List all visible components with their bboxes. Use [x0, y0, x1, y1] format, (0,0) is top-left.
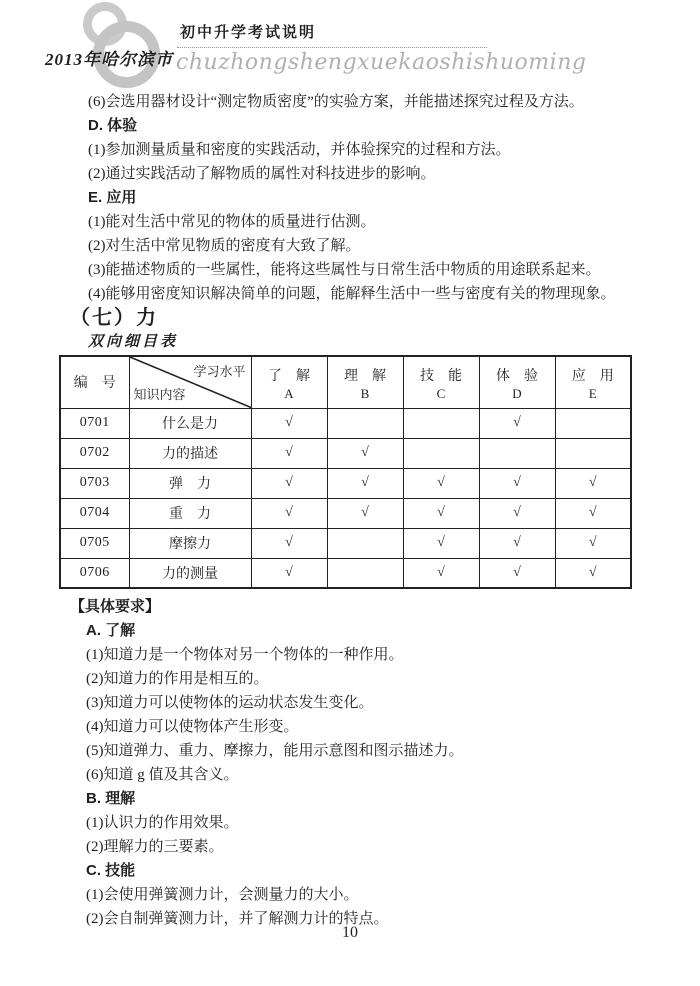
mark-cell: √: [327, 438, 403, 468]
mark-cell: √: [327, 468, 403, 498]
doc-title: 初中升学考试说明: [180, 24, 317, 41]
table-row: [60, 408, 631, 438]
mark-cell: √: [555, 528, 631, 558]
dotted-divider: [177, 47, 487, 48]
level-header-cell: 应 用 E: [555, 356, 631, 408]
corner-cell: [129, 356, 251, 408]
header-region-label: 2013年哈尔滨市: [45, 50, 173, 69]
row-id-cell: 0702: [60, 438, 129, 468]
table-caption: 双向细目表: [88, 334, 179, 350]
section-heading: D. 体验: [88, 117, 138, 134]
requirement-line: (2)知道力的作用是相互的。: [86, 671, 269, 687]
page-header: [0, 0, 700, 92]
level-header-cell: 理 解 B: [327, 356, 403, 408]
topic-cell: 摩擦力: [129, 528, 251, 558]
topic-cell: 力的测量: [129, 558, 251, 588]
mark-cell: √: [555, 498, 631, 528]
mark-cell: [327, 528, 403, 558]
section-heading: C. 技能: [86, 862, 136, 879]
row-id-cell: 0704: [60, 498, 129, 528]
mark-cell: [555, 438, 631, 468]
topic-cell: 什么是力: [129, 408, 251, 438]
mark-cell: [403, 438, 479, 468]
table-row: [60, 438, 631, 468]
requirement-line: (1)参加测量质量和密度的实践活动，并体验探究的过程和方法。: [88, 142, 511, 158]
mark-cell: √: [479, 468, 555, 498]
mark-cell: √: [327, 498, 403, 528]
level-header-cell: 技 能 C: [403, 356, 479, 408]
requirement-line: (1)认识力的作用效果。: [86, 815, 239, 831]
requirement-line: (4)知道力可以使物体产生形变。: [86, 719, 299, 735]
mark-cell: √: [251, 498, 327, 528]
mark-cell: [479, 438, 555, 468]
section-heading: A. 了解: [86, 622, 136, 639]
page-number: 10: [342, 924, 358, 941]
mark-cell: √: [555, 468, 631, 498]
mark-cell: √: [251, 468, 327, 498]
chapter-title: （七）力: [70, 307, 158, 329]
row-id-cell: 0703: [60, 468, 129, 498]
level-header-cell: 体 验 D: [479, 356, 555, 408]
row-id-cell: 0701: [60, 408, 129, 438]
mark-cell: [327, 558, 403, 588]
requirement-line: (1)知道力是一个物体对另一个物体的一种作用。: [86, 647, 404, 663]
level-header-cell: 了 解 A: [251, 356, 327, 408]
lower-text-block: [70, 595, 464, 931]
requirement-line: (3)知道力可以使物体的运动状态发生变化。: [86, 695, 374, 711]
table-row: [60, 498, 631, 528]
requirement-line: (6)知道 g 值及其含义。: [86, 767, 239, 783]
corner-label-content: 知识内容: [133, 386, 186, 402]
header-id-cell: 编 号: [60, 356, 129, 408]
topic-cell: 弹 力: [129, 468, 251, 498]
mark-cell: √: [403, 468, 479, 498]
mark-cell: √: [251, 408, 327, 438]
requirement-line: (2)对生活中常见物质的密度有大致了解。: [88, 238, 361, 254]
mark-cell: √: [251, 438, 327, 468]
mark-cell: √: [555, 558, 631, 588]
topic-cell: 力的描述: [129, 438, 251, 468]
section-heading: E. 应用: [88, 189, 137, 206]
mark-cell: √: [479, 408, 555, 438]
mark-cell: √: [251, 558, 327, 588]
mark-cell: [555, 408, 631, 438]
upper-text-block: [88, 90, 616, 306]
topic-cell: 重 力: [129, 498, 251, 528]
mark-cell: √: [251, 528, 327, 558]
requirement-line: (6)会选用器材设计“测定物质密度”的实验方案，并能描述探究过程及方法。: [88, 94, 584, 110]
requirement-line: (3)能描述物质的一些属性，能将这些属性与日常生活中物质的用途联系起来。: [88, 262, 601, 278]
corner-label-level: 学习水平: [193, 364, 246, 379]
table-row: [60, 528, 631, 558]
requirement-line: (5)知道弹力、重力、摩擦力，能用示意图和图示描述力。: [86, 743, 464, 759]
requirements-title: 【具体要求】: [70, 598, 161, 615]
mark-cell: √: [479, 558, 555, 588]
requirement-line: (2)会自制弹簧测力计，并了解测力计的特点。: [86, 911, 389, 927]
table-row: [60, 558, 631, 588]
two-way-spec-table: [59, 355, 632, 589]
mark-cell: √: [403, 498, 479, 528]
section-heading: B. 理解: [86, 790, 136, 807]
pinyin-subtitle: chuzhongshengxuekaoshishuoming: [176, 50, 587, 75]
requirement-line: (1)会使用弹簧测力计，会测量力的大小。: [86, 887, 359, 903]
requirement-line: (2)理解力的三要素。: [86, 839, 224, 855]
mark-cell: √: [479, 498, 555, 528]
requirement-line: (2)通过实践活动了解物质的属性对科技进步的影响。: [88, 166, 436, 182]
requirement-line: (1)能对生活中常见的物体的质量进行估测。: [88, 214, 376, 230]
mark-cell: [403, 408, 479, 438]
mark-cell: [327, 408, 403, 438]
requirement-line: (4)能够用密度知识解决简单的问题，能解释生活中一些与密度有关的物理现象。: [88, 286, 616, 302]
mark-cell: √: [403, 528, 479, 558]
mark-cell: √: [479, 528, 555, 558]
mark-cell: √: [403, 558, 479, 588]
row-id-cell: 0705: [60, 528, 129, 558]
table-row: [60, 468, 631, 498]
row-id-cell: 0706: [60, 558, 129, 588]
